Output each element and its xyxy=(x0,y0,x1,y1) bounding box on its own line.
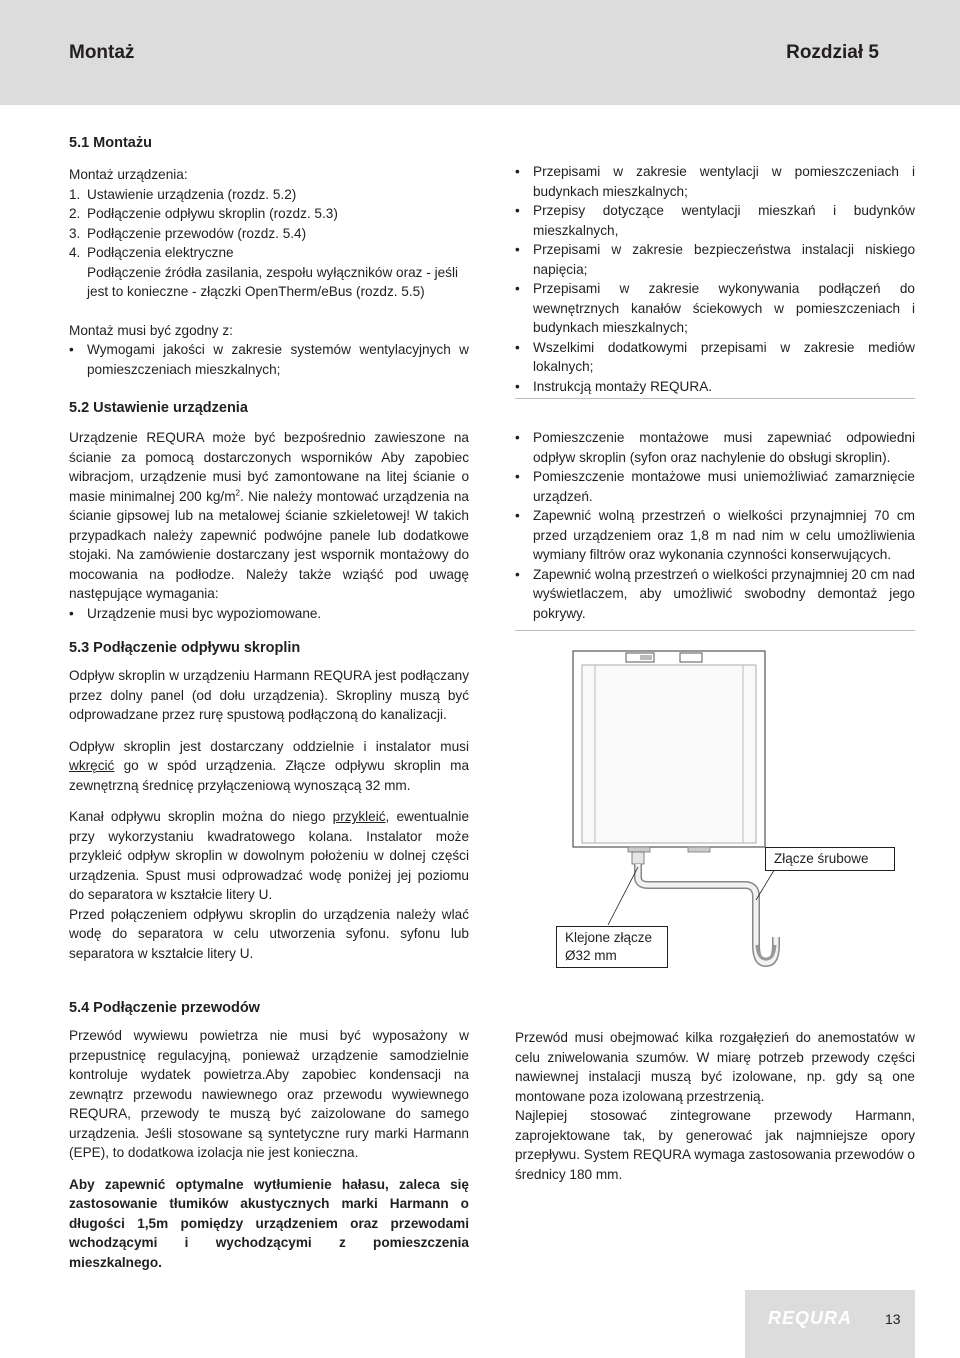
section-heading: 5.3 Podłączenie odpływu skroplin xyxy=(69,640,301,656)
list-item: • Pomieszczenie montażowe musi zapewniać odpowiedni odpływ skroplin (syfon oraz nachylenie do obsługi skroplin). xyxy=(515,428,915,467)
section-5-2 xyxy=(69,399,469,623)
list-item: • Pomieszczenie montażowe musi uniemożliwiać zamarznięcie urządzeń. xyxy=(515,467,915,506)
header-chapter: Rozdział 5 xyxy=(786,42,879,63)
paragraph: Urządzenie REQURA może być bezpośrednio zawieszone na ścianie za pomocą dostarczonych wsporników Aby zapobiec wibracjom, urządzenie musi być zamontowane na litej ścianie o masie minimalnej 200 $kg/m^2$. Nie należy montować urządzenia na ścianie gipsowej lub na metalowej ścianie szkieletowej! W takich przypadkach należy zapewnić podwójne panele lub dodatkowe stojaki. Na zamówienie dostarczany jest wspornik montażowy do mocowania na podłodze. Należy także wziąść pod uwagę następujące wymagania: xyxy=(69,430,469,601)
requirements-list-right xyxy=(515,428,915,623)
list-item: • Wymogami jakości w zakresie systemów wentylacyjnych w pomieszczeniach mieszkalnych; xyxy=(69,340,469,379)
list-item: • Zapewnić wolną przestrzeń o wielkości przynajmniej 70 cm przed urządzeniem oraz 1,8 m nad nim w celu umożliwienia wymiany filtrów oraz wykonania czynności konserwujących. xyxy=(515,506,915,565)
header-title: Montaż xyxy=(69,42,135,63)
page-header xyxy=(0,0,960,105)
section-5-4-right xyxy=(515,1028,915,1196)
section-5-4 xyxy=(69,999,469,1284)
intro-text: Montaż urządzenia: xyxy=(69,167,188,182)
paragraph: Odpływ skroplin jest dostarczany oddzielnie i instalator musi wkręcić go w spód urządzenia. Złącze odpływu skroplin ma zewnętrzną średnicę przyłączeniową wynoszącą 32 mm. xyxy=(69,738,469,793)
list-item: • Urządzenie musi byc wypoziomowane. xyxy=(69,604,469,624)
list-item: 1. Ustawienie urządzenia (rozdz. 5.2) xyxy=(69,186,297,202)
list-item: • Instrukcją montaży REQURA. xyxy=(515,377,915,397)
callout-glued-joint: Klejone złącze Ø32 mm xyxy=(556,926,668,968)
list-item: 2. Podłączenie odpływu skroplin (rozdz. 5.3) xyxy=(69,206,338,221)
step4-detail: Podłączenie źródła zasilania, zespołu wyłączników oraz - jeśli jest to konieczne - złączki OpenTherm/eBus (rozdz. 5.5) xyxy=(87,264,458,299)
paragraph: Odpływ skroplin w urządzeniu Harmann REQURA jest podłączany przez dolny panel (od dołu urządzenia). Skropliny muszą być odprowadzane przez rurę spustową podłączoną do kanalizacji. xyxy=(69,668,469,722)
list-item: 3. Podłączenie przewodów (rozdz. 5.4) xyxy=(69,225,307,241)
requirements-list-left xyxy=(69,604,469,624)
section-5-3 xyxy=(69,639,469,975)
compliance-intro: Montaż musi być zgodny z: xyxy=(69,322,233,338)
section-heading: 5.1 Montażu xyxy=(69,135,152,151)
section-heading: 5.2 Ustawienie urządzenia xyxy=(69,400,248,416)
section-5-1 xyxy=(69,134,469,379)
brand-logo: REQURA xyxy=(768,1308,853,1328)
list-item: • Przepisami w zakresie wentylacji w pomieszczeniach i budynkach mieszkalnych; xyxy=(515,162,915,201)
divider xyxy=(515,630,915,631)
list-item: • Przepisami w zakresie bezpieczeństwa instalacji niskiego napięcia; xyxy=(515,240,915,279)
list-item: • Zapewnić wolną przestrzeń o wielkości przynajmniej 20 cm nad wyświetlaczem, aby umożliwić swobodny demontaż jego pokrywy. xyxy=(515,565,915,624)
compliance-list-left xyxy=(69,340,469,379)
paragraph: Przewód wywiewu powietrza nie musi być wyposażony w przepustnicę regulacyjną, ponieważ urządzenie samodzielnie kontroluje wydatek powietrza.Aby zapobiec kondensacji na zewnątrz przewodu nawiewnego oraz przewodu wywiewnego REQURA, przewody te muszą być zaizolowane do samego urządzenia. Jeśli stosowane są syntetyczne rury marki Harmann (EPE), to dodatkowa izolacja nie jest konieczna. xyxy=(69,1028,469,1160)
section-heading: 5.4 Podłączenie przewodów xyxy=(69,1000,260,1016)
list-item: 4. Podłączenia elektryczne xyxy=(69,245,234,260)
page-number: 13 xyxy=(885,1311,901,1327)
paragraph-bold: Aby zapewnić optymalne wytłumienie hałasu, zaleca się zastosowanie tłumików akustycznych marki Harmann o długości 1,5m pomiędzy urządzeniem oraz przewodami wchodzącymi i wychodzącymi z pomieszczenia mieszkalnego. xyxy=(69,1176,469,1270)
steps-list xyxy=(69,185,469,263)
paragraph: Kanał odpływu skroplin można do niego przykleić, ewentualnie przy wykorzystaniu kwadratowego kolana. Instalator może przykleić odpływ skroplin w dowolnym położeniu w dolnej części urządzenia. Spust musi odprowadzać wodę poniżej jej poziomu do separatora w kształcie litery U. xyxy=(69,809,470,902)
page-footer xyxy=(745,1290,915,1358)
list-item: • Przepisami w zakresie wykonywania podłączeń do wewnętrznych kanałów ściekowych w pomieszczeniach i budynkach mieszkalnych; xyxy=(515,279,915,338)
paragraph: Przed połączeniem odpływu skroplin do urządzenia należy wlać wodę do separatora w celu utworzenia syfonu. syfonu lub separatora w kształcie litery U. xyxy=(69,906,469,961)
paragraph: Przewód musi obejmować kilka rozgałęzień do anemostatów w celu zniwelowania szumów. W miarę potrzeb przewody części nawiewnej instalacji muszą być izolowane, np. gdy są one montowane poza izolowaną przestrzenią. xyxy=(515,1030,915,1104)
compliance-list-right xyxy=(515,162,915,396)
paragraph: Najlepiej stosować zintegrowane przewody Harmann, zaprojektowane tak, by generować jak najmniejsze opory przepływu. System REQURA wymaga zastosowania przewodów o średnicy 180 mm. xyxy=(515,1108,915,1182)
divider xyxy=(515,398,915,399)
list-item: • Przepisy dotyczące wentylacji mieszkań i budynków mieszkalnych, xyxy=(515,201,915,240)
callout-screw-joint: Złącze śrubowe xyxy=(765,847,895,871)
list-item: • Wszelkimi dodatkowymi przepisami w zakresie mediów lokalnych; xyxy=(515,338,915,377)
